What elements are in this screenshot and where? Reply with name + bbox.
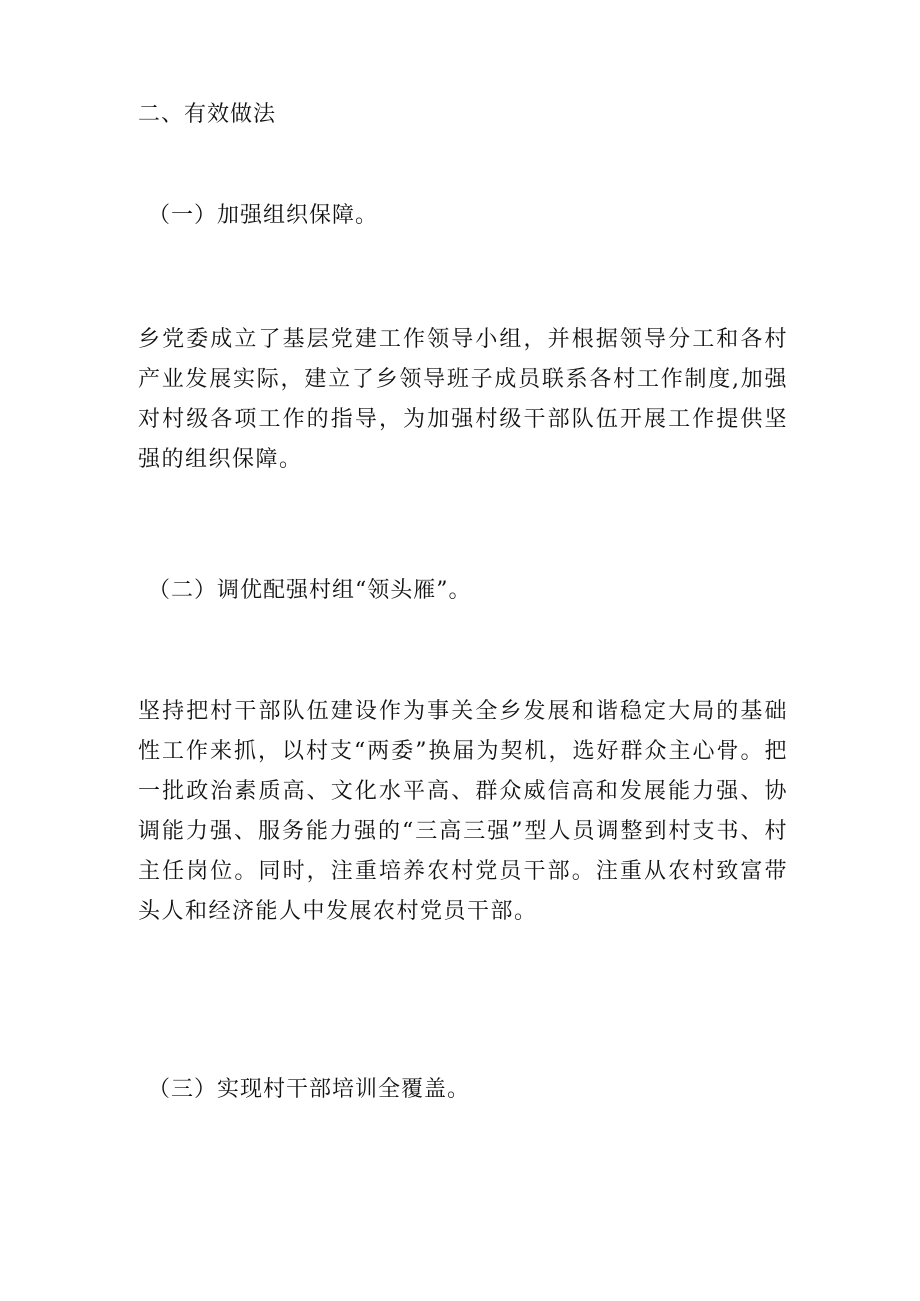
section-heading: 二、有效做法 [138, 102, 277, 127]
subsection-heading-3: （三）实现村干部培训全覆盖。 [148, 1077, 471, 1102]
subsection-paragraph-2: 坚持把村干部队伍建设作为事关全乡发展和谐稳定大局的基础性工作来抓，以村支“两委”换届为契机，选好群众主心骨。把一批政治素质高、文化水平高、群众威信高和发展能力强、协调能力强、服务能力强的“三高三强”型人员调整到村支书、村主任岗位。同时，注重培养农村党员干部。注重从农村致富带头人和经济能人中发展农村党员干部。 [138, 699, 788, 924]
subsection-heading-2: （二）调优配强村组“领头雁”。 [148, 578, 472, 603]
subsection-heading-1: （一）加强组织保障。 [148, 203, 379, 228]
subsection-paragraph-1: 乡党委成立了基层党建工作领导小组，并根据领导分工和各村产业发展实际，建立了乡领导班子成员联系各村工作制度,加强对村级各项工作的指导，为加强村级干部队伍开展工作提供坚强的组织保障。 [138, 327, 788, 472]
